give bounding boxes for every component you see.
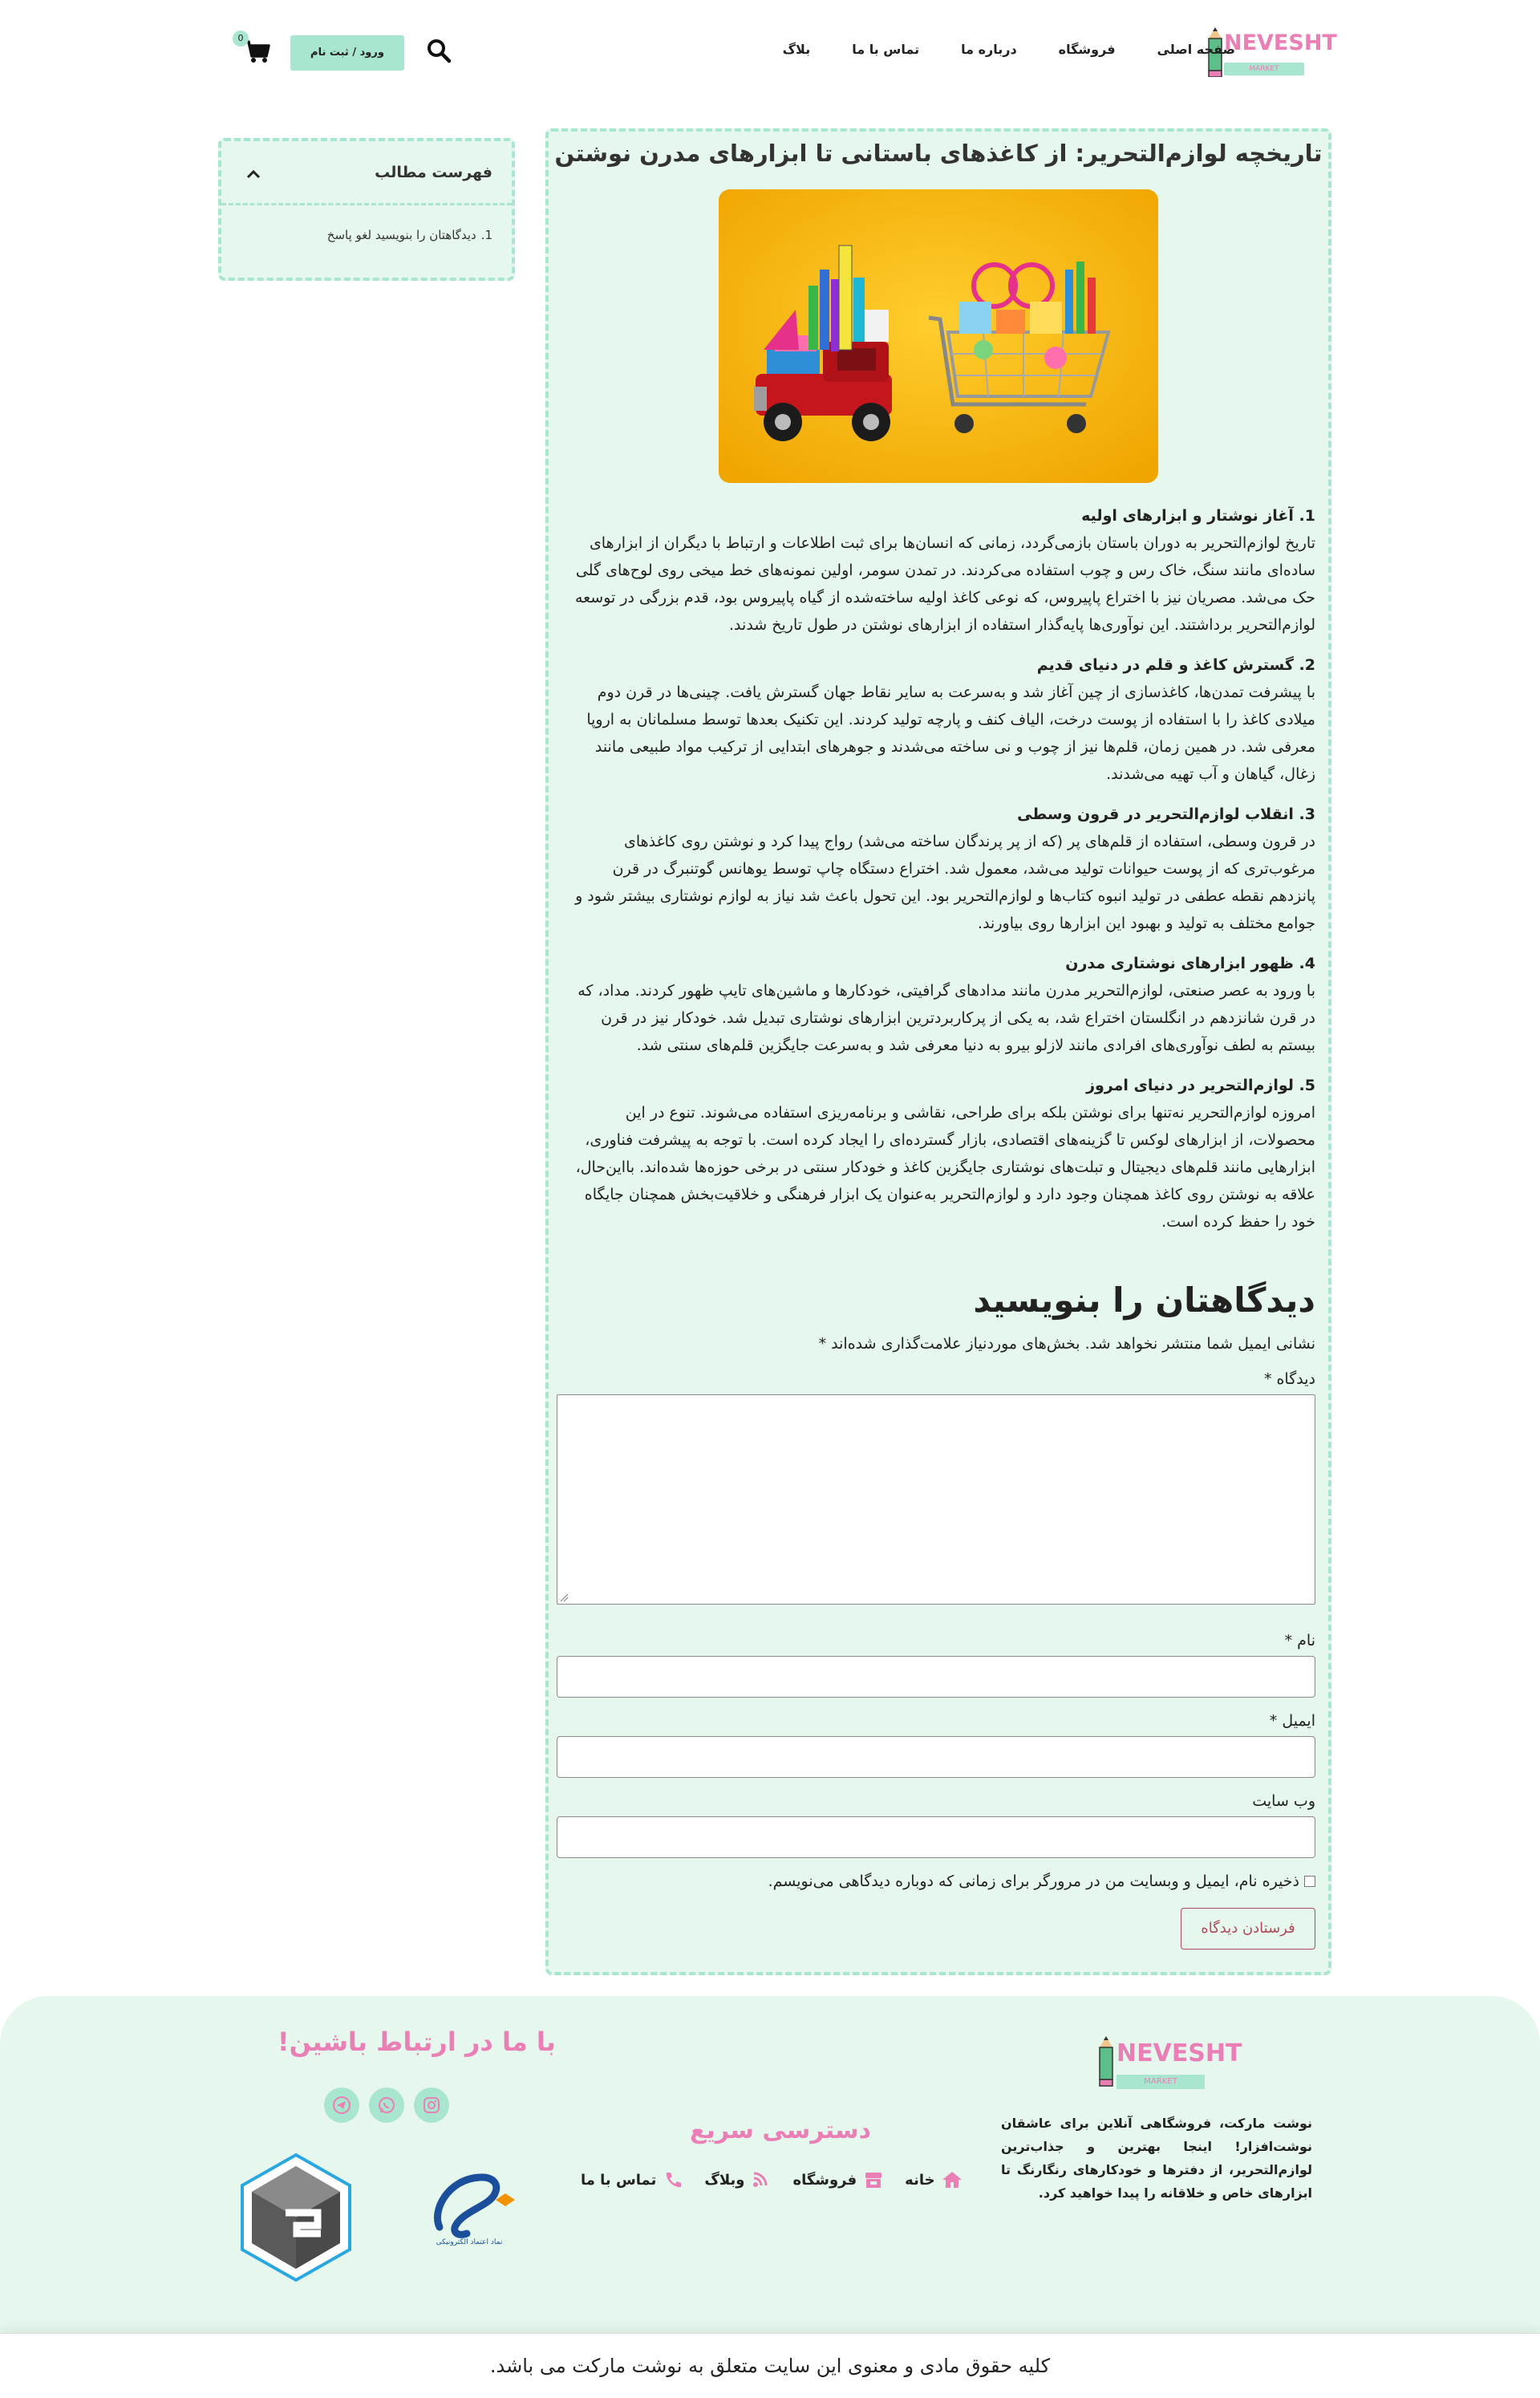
toc-header[interactable] <box>221 141 512 205</box>
section-heading: 3. انقلاب لوازم‌التحریر در قرون وسطی <box>1017 805 1315 823</box>
section-heading: 1. آغاز نوشتار و ابزارهای اولیه <box>1081 507 1315 525</box>
section-paragraph: تاریخ لوازم‌التحریر به دوران باستان بازمی‌گردد، زمانی که انسان‌ها برای ثبت اطلاعات و ارتباط با دیگران از ابزارهای ساده‌ای مانند سنگ، خاک رس و چوب استفاده می‌کردند. در تمدن سومر، اولین نمونه‌های خط میخی روی لوح‌های گلی حک می‌شد. مصریان نیز با اختراع پاپیروس، که نوعی کاغذ اولیه ساخته‌شده از گیاه پاپیروس بود، قدم بزرگی در توسعه لوازم‌التحریر برداشتند. این نوآوری‌ها پایه‌گذار استفاده از ابزارهای نوشتن در طول تاریخ شدند. <box>574 534 1315 634</box>
logo-wordmark: NEVESHT <box>1224 30 1337 55</box>
comments-required-note: نشانی ایمیل شما منتشر نخواهد شد. بخش‌های موردنیاز علامت‌گذاری شده‌اند * <box>818 1335 1315 1353</box>
footer-link-blog[interactable] <box>704 2171 772 2189</box>
footer-logo[interactable] <box>1099 2033 1242 2094</box>
submit-comment-button[interactable]: فرستادن دیدگاه <box>1181 1908 1315 1950</box>
section-heading: 5. لوازم‌التحریر در دنیای امروز <box>1086 1077 1315 1094</box>
nav-shop[interactable]: فروشگاه <box>1058 42 1116 57</box>
footer-link-shop[interactable] <box>792 2171 884 2189</box>
section-paragraph: امروزه لوازم‌التحریر نه‌تنها برای نوشتن بلکه برای طراحی، نقاشی و برنامه‌ریزی استفاده می‌شوند. تنوع در این محصولات، از ابزارهای لوکس تا گزینه‌های اقتصادی، بازار گسترده‌ای را ایجاد کرده است. با توجه به پیشرفت فناوری، ابزارهایی مانند قلم‌های دیجیتال و تبلت‌های نوشتاری جایگزین کاغذ و خودکار سنتی در برخی حوزه‌ها شده‌اند. بااین‌حال، علاقه به نوشتن روی کاغذ همچنان وجود دارد و لوازم‌التحریر به‌عنوان یک ابزار فرهنگی و خلاقیت‌بخش همچنان جایگاه خود را حفظ کرده است. <box>575 1104 1315 1231</box>
footer-logo-wordmark: NEVESHT <box>1116 2039 1242 2067</box>
instagram-icon <box>423 2096 440 2114</box>
name-label: نام * <box>1284 1632 1315 1649</box>
site-footer <box>0 1996 1540 2333</box>
enamad-caption: نماد اعتماد الکترونیکی <box>436 2238 503 2246</box>
nav-home[interactable]: صفحه اصلی <box>1157 42 1235 57</box>
logo-subtitle: MARKET <box>1224 63 1304 75</box>
stationery-truck-cart-illustration <box>719 189 1158 483</box>
footer-link-contact[interactable] <box>581 2171 683 2189</box>
nav-blog[interactable]: بلاگ <box>782 42 811 57</box>
social-links <box>324 2088 449 2123</box>
footer-link-home[interactable] <box>905 2171 962 2189</box>
section-heading: 4. ظهور ابزارهای نوشتاری مدرن <box>1065 955 1315 972</box>
pencil-icon <box>1099 2035 1113 2088</box>
hero-image <box>719 189 1158 483</box>
toc-title: فهرست مطالب <box>375 164 492 181</box>
whatsapp-icon <box>378 2096 395 2114</box>
footer-link-label: تماس با ما <box>581 2171 657 2189</box>
home-icon <box>942 2171 962 2189</box>
quick-links <box>581 2171 962 2189</box>
nav-contact[interactable]: تماس با ما <box>852 42 920 57</box>
comment-textarea[interactable] <box>557 1394 1315 1605</box>
phone-icon <box>663 2171 683 2189</box>
main-nav <box>741 42 1235 57</box>
cart-count-badge: 0 <box>233 30 249 47</box>
article-card <box>545 128 1331 1975</box>
quick-access-title: دسترسی سریع <box>690 2116 872 2144</box>
copyright-bar: کلیه حقوق مادی و معنوی این سایت متعلق به نوشت مارکت می باشد. <box>0 2333 1540 2397</box>
toc-item[interactable] <box>327 228 492 242</box>
rss-icon <box>751 2171 772 2189</box>
section-heading: 2. گسترش کاغذ و قلم در دنیای قدیم <box>1036 656 1315 674</box>
telegram-button[interactable] <box>324 2088 359 2123</box>
whatsapp-button[interactable] <box>369 2088 404 2123</box>
contact-us-title: با ما در ارتباط باشین! <box>278 2027 556 2057</box>
article-title: تاریخچه لوازم‌التحریر: از کاغذهای باستانی تا ابزارهای مدرن نوشتن <box>554 140 1323 167</box>
toc-item-label: دیدگاهتان را بنویسید لغو پاسخ <box>326 228 476 242</box>
name-input[interactable] <box>557 1656 1315 1698</box>
cube-badge-icon <box>237 2152 355 2283</box>
table-of-contents <box>218 138 515 281</box>
nav-about[interactable]: درباره ما <box>961 42 1017 57</box>
footer-logo-subtitle: MARKET <box>1116 2075 1205 2089</box>
toc-item-number: 1. <box>480 228 492 242</box>
footer-link-label: فروشگاه <box>792 2171 857 2189</box>
enamad-trust-badge[interactable] <box>415 2163 523 2251</box>
chevron-up-icon[interactable] <box>245 168 261 180</box>
section-paragraph: در قرون وسطی، استفاده از قلم‌های پر (که از پر پرندگان ساخته می‌شد) رواج پیدا کرد و نوشتن روی کاغذهای مرغوب‌تری که از پوست حیوانات تولید می‌شد، معمول شد. اختراع دستگاه چاپ توسط یوهانس گوتنبرگ در قرن پانزدهم نقطه عطفی در تولید انبوه کتاب‌ها و لوازم‌التحریر بود. این تحول باعث شد نیاز به لوازم نوشتاری بیشتر شود و جوامع مختلف به تولید و بهبود این ابزارها روی بیاورند. <box>575 833 1315 932</box>
section-paragraph: با ورود به عصر صنعتی، لوازم‌التحریر مدرن مانند مدادهای گرافیتی، خودکارها و ماشین‌های تایپ ظهور کردند. مداد، که در قرن شانزدهم در انگلستان اختراع شد، به یکی از پرکاربردترین ابزارهای نوشتاری تبدیل شد. خودکار نیز در قرن بیستم به لطف نوآوری‌های افرادی مانند لازلو بیرو به دنیا معرفی شد و به‌سرعت جایگزین قلم‌های سنتی شد. <box>578 982 1315 1054</box>
site-header <box>0 0 1540 103</box>
footer-link-label: وبلاگ <box>704 2171 745 2189</box>
cart-button[interactable] <box>237 33 273 67</box>
resize-handle-icon[interactable] <box>559 1593 569 1602</box>
telegram-icon <box>333 2096 351 2114</box>
search-button[interactable] <box>425 37 452 64</box>
article-body <box>561 502 1315 1248</box>
remember-me <box>768 1873 1315 1890</box>
comment-label: دیدگاه * <box>1263 1370 1315 1388</box>
footer-about-text: نوشت مارکت، فروشگاهی آنلاین برای عاشقان نوشت‌افزار! اینجا بهترین و جذاب‌ترین لوازم‌التحریر، از دفترها و خودکارهای رنگارنگ تا ابزارهای خاص و خلاقانه را پیدا خواهید کرد. <box>1001 2116 1312 2201</box>
section-paragraph: با پیشرفت تمدن‌ها، کاغذسازی از چین آغاز شد و به‌سرعت به سایر نقاط جهان گسترش یافت. چینی‌ها در قرن دوم میلادی کاغذ را با استفاده از پوست درخت، الیاف کنف و پارچه تولید کردند. این تکنیک بعدها توسط مسلمانان به اروپا معرفی شد. در همین زمان، قلم‌ها نیز از چوب و نی ساخته می‌شدند و جوهرهای ابتدایی از ترکیب مواد طبیعی مانند زغال، گیاهان و آب تهیه می‌شدند. <box>586 684 1315 783</box>
remember-checkbox[interactable] <box>1304 1876 1315 1887</box>
remember-label: ذخیره نام، ایمیل و وبسایت من در مرورگر برای زمانی که دوباره دیدگاهی می‌نویسم. <box>768 1873 1299 1890</box>
email-input[interactable] <box>557 1736 1315 1778</box>
trust-cube-badge[interactable] <box>237 2152 355 2283</box>
website-label: وب سایت <box>1252 1792 1315 1810</box>
website-input[interactable] <box>557 1816 1315 1858</box>
search-icon <box>425 37 452 64</box>
footer-link-label: خانه <box>905 2171 935 2189</box>
instagram-button[interactable] <box>414 2088 449 2123</box>
comments-title: دیدگاهتان را بنویسید <box>973 1280 1315 1320</box>
store-icon <box>863 2171 884 2189</box>
login-register-button[interactable]: ورود / ثبت نام <box>290 35 404 71</box>
email-label: ایمیل * <box>1269 1712 1315 1730</box>
